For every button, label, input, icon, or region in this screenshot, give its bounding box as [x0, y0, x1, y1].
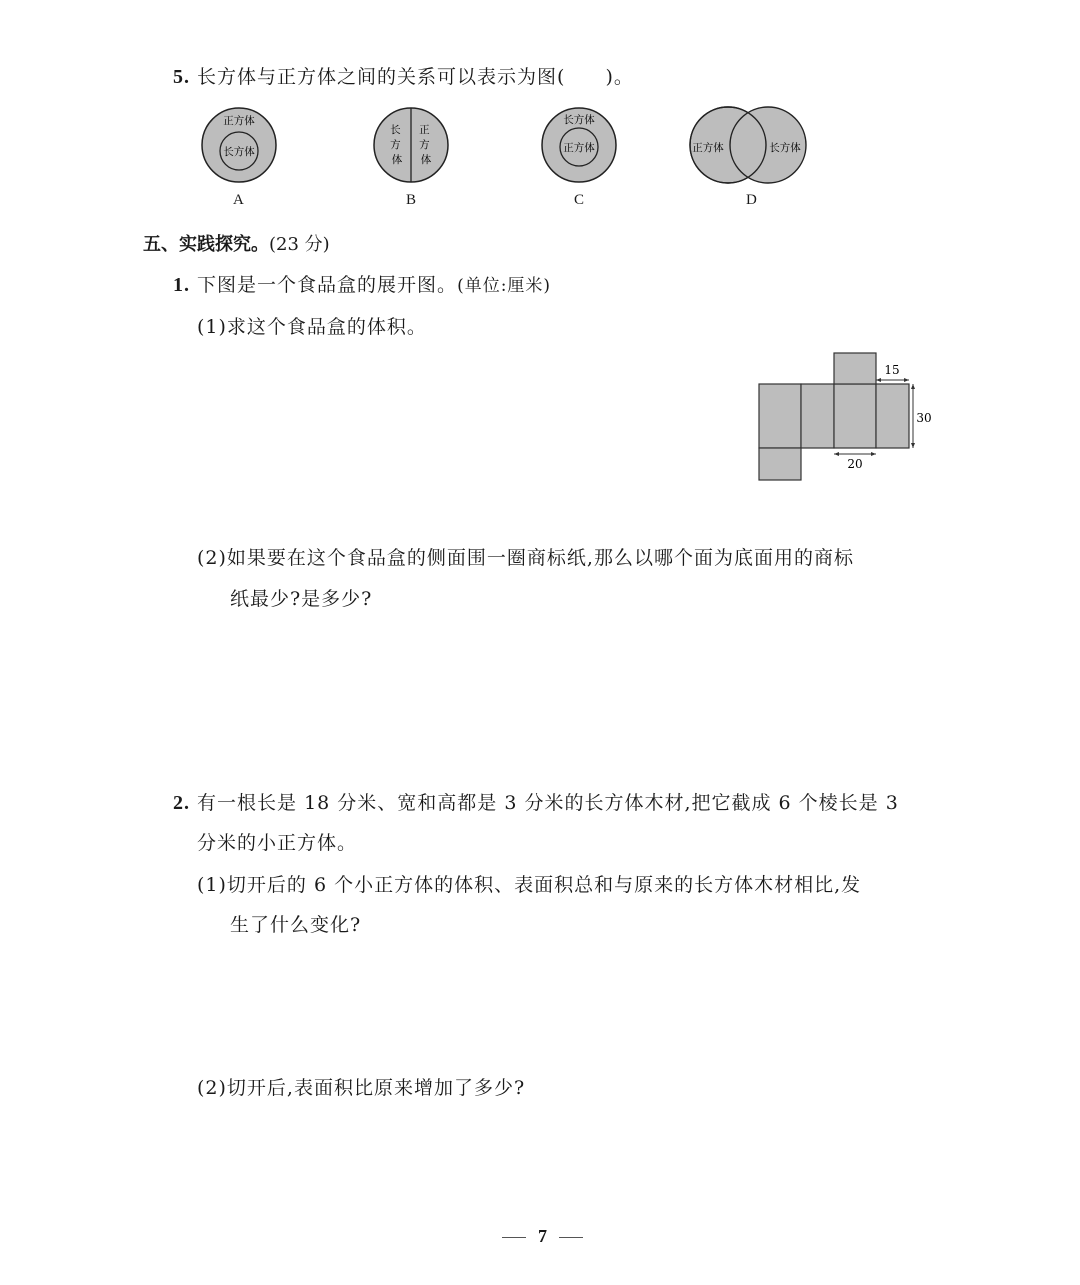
p2-question-line1: 有一根长是 18 分米、宽和高都是 3 分米的长方体木材,把它截成 6 个棱长是 3: [197, 792, 899, 814]
option-c-outer-label: 长方体: [563, 114, 595, 126]
p1-sub1: (1)求这个食品盒的体积。: [197, 316, 427, 338]
q5-question: 长方体与正方体之间的关系可以表示为图( )。: [197, 66, 634, 88]
footer-dash-left: [502, 1237, 526, 1238]
option-d-right-label: 长方体: [769, 142, 801, 154]
q5-number: 5.: [173, 66, 190, 88]
option-a-label: A: [233, 192, 244, 208]
option-a-inner-label: 长方体: [223, 146, 255, 158]
section-score: (23 分): [269, 234, 330, 255]
net-dim-right: 30: [916, 411, 932, 425]
option-d-diagram: [686, 105, 810, 187]
p2-sub1-line1: (1)切开后的 6 个小正方体的体积、表面积总和与原来的长方体木材相比,发: [197, 874, 862, 896]
option-c-diagram: [540, 105, 620, 187]
box-net-diagram: [750, 350, 940, 486]
p2-line2: 分米的小正方体。: [197, 832, 358, 854]
option-c-label: C: [574, 192, 585, 208]
option-d-left-label: 正方体: [692, 142, 724, 154]
net-dim-bottom: 20: [847, 457, 863, 471]
q5-text: [173, 62, 634, 89]
option-c-inner-label: 正方体: [563, 142, 595, 154]
section-heading: [143, 230, 330, 256]
p1-sub2-line1: (2)如果要在这个食品盒的侧面围一圈商标纸,那么以哪个面为底面用的商标: [197, 547, 854, 569]
p2-line1: [173, 788, 899, 815]
p1-number: 1.: [173, 274, 190, 296]
net-dim-top: 15: [884, 363, 900, 377]
option-b-left-label: 长 方 体: [390, 124, 403, 166]
p2-sub1-line2: 生了什么变化?: [230, 914, 362, 936]
option-b-right-label: 正 方 体: [419, 124, 432, 166]
p1-unit: (单位:厘米): [457, 276, 552, 296]
p1-text: [173, 270, 551, 297]
option-a-outer-label: 正方体: [223, 115, 255, 127]
section-title: 五、实践探究。: [143, 234, 269, 255]
option-b-label: B: [406, 192, 417, 208]
p2-number: 2.: [173, 792, 190, 814]
p2-sub2: (2)切开后,表面积比原来增加了多少?: [197, 1077, 526, 1099]
option-b-diagram: [372, 105, 452, 187]
page-footer: [490, 1226, 595, 1247]
page-number: 7: [538, 1226, 547, 1246]
p1-question: 下图是一个食品盒的展开图。: [197, 274, 458, 296]
footer-dash-right: [559, 1237, 583, 1238]
p1-sub2-line2: 纸最少?是多少?: [230, 588, 373, 610]
option-a-diagram: [200, 105, 280, 187]
option-d-label: D: [746, 192, 757, 208]
